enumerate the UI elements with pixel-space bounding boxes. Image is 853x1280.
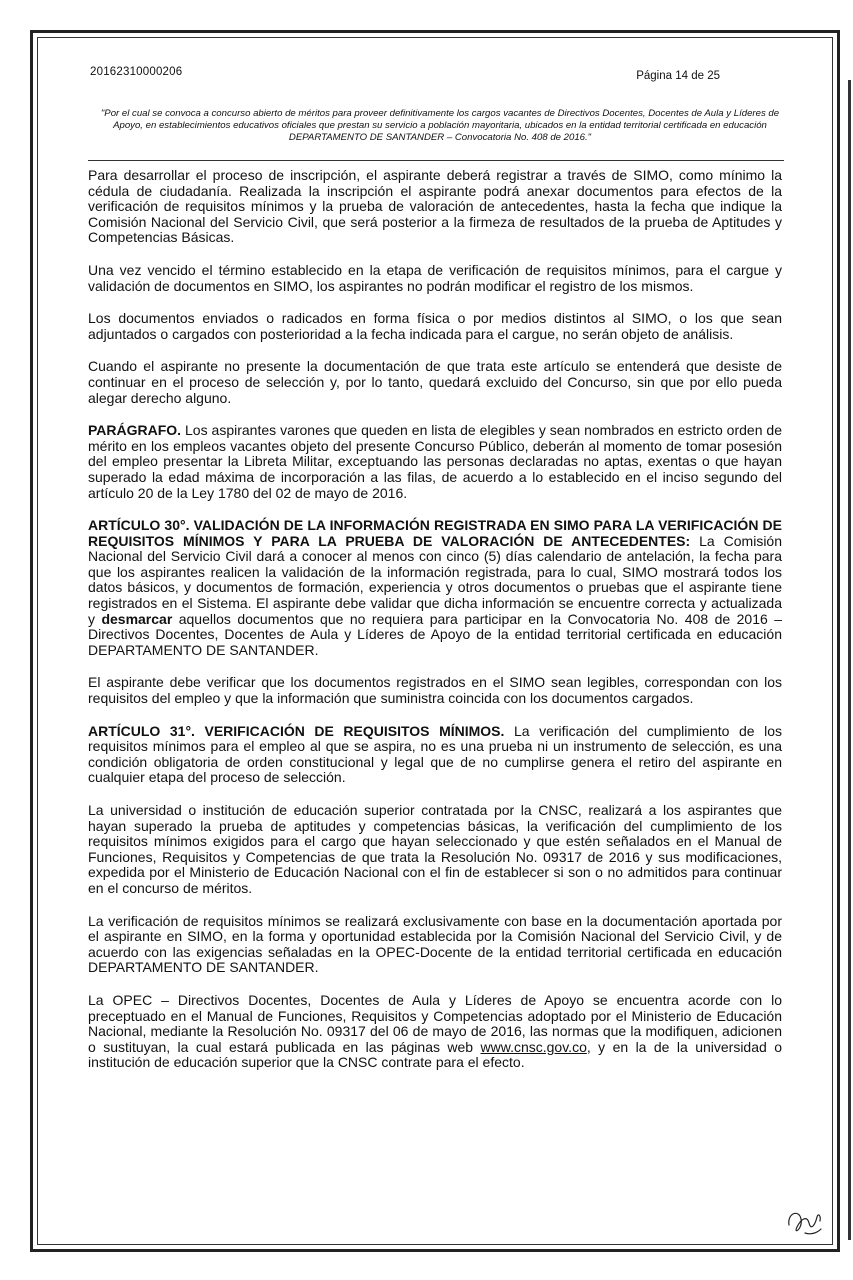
signature-initials-icon [785, 1205, 825, 1239]
article-31-heading: ARTÍCULO 31°. VERIFICACIÓN DE REQUISITOS MÍNIMOS. [88, 722, 505, 739]
paragraph: Para desarrollar el proceso de inscripción, el aspirante deberá registrar a través de SIMO, como mínimo la cédula de ciudadanía. Realizada la inscripción el aspirante podrá anexar documentos para efectos de la verificación de requisitos mínimos y la prueba de valoración de antecedentes, hasta la fecha que indique la Comisión Nacional del Servicio Civil, que será posterior a la firmeza de resultados de la prueba de Aptitudes y Competencias Básicas. [88, 167, 782, 246]
page-number: Página 14 de 25 [636, 70, 720, 82]
header-divider [88, 160, 784, 161]
paragrafo-text: Los aspirantes varones que queden en lista de elegibles y sean nombrados en estricto orden de mérito en los empleos vacantes objeto del presente Concurso Público, deberán al momento de tomar posesión del empleo presentar la Libreta Militar, exceptuando las personas declaradas no aptas, exentas o que hayan superado la edad máxima de incorporación a las filas, de acuerdo a lo establecido en el inciso segundo del artículo 20 de la Ley 1780 del 02 de mayo de 2016. [88, 422, 782, 501]
article-30-heading: ARTÍCULO 30°. VALIDACIÓN DE LA INFORMACIÓN REGISTRADA EN SIMO PARA LA VERIFICACIÓN DE REQUISITOS MÍNIMOS Y PARA LA PRUEBA DE VALORACIÓN DE ANTECEDENTES: [88, 517, 782, 549]
paragraph: Los documentos enviados o radicados en forma física o por medios distintos al SIMO, o los que sean adjuntados o cargados con posterioridad a la fecha indicada para el cargue, no serán objeto de análisis. [88, 310, 782, 342]
paragraph: Una vez vencido el término establecido en la etapa de verificación de requisitos mínimos, para el cargue y validación de documentos en SIMO, los aspirantes no podrán modificar el registro de los mismos. [88, 261, 782, 294]
paragrafo-paragraph [88, 423, 782, 501]
article-30 [88, 518, 782, 658]
article-30-text-continued: aquellos documentos que no requiera para participar en la Convocatoria No. 408 de 2016 – Directivos Docentes, Docentes de Aula y Líderes de Apoyo de la entidad territorial certificada en educación DEPARTAMENTO DE SANTANDER. [88, 610, 782, 658]
paragraph: Cuando el aspirante no presente la documentación de que trata este artículo se entenderá que desiste de continuar en el proceso de selección y, por lo tanto, quedará excluido del Concurso, sin que por ello pueda alegar derecho alguno. [88, 358, 782, 406]
page-header [90, 64, 720, 84]
article-31 [88, 724, 782, 786]
paragraph [88, 993, 782, 1071]
cnsc-website-link[interactable]: www.cnsc.gov.co [480, 1038, 587, 1055]
document-number: 20162310000206 [90, 66, 183, 78]
paragrafo-label: PARÁGRAFO. [88, 422, 182, 439]
article-31-text: La verificación del cumplimiento de los requisitos mínimos para el empleo al que se aspira, no es una prueba ni un instrumento de selección, es una condición obligatoria de orden constitucional y legal que de no cumplirse genera el retiro del aspirante en cualquier etapa del proceso de selección. [88, 722, 782, 786]
paragraph: La verificación de requisitos mínimos se realizará exclusivamente con base en la documentación aportada por el aspirante en SIMO, en la forma y oportunidad establecida por la Comisión Nacional del Servicio Civil, y de acuerdo con las exigencias señaladas en la OPEC-Docente de la entidad territorial certificada en educación DEPARTAMENTO DE SANTANDER. [88, 912, 782, 976]
article-30-text: La Comisión Nacional del Servicio Civil dará a conocer al menos con cinco (5) días calendario de antelación, la fecha para que los aspirantes realicen la validación de la información registrada, para lo cual, SIMO mostrará todos los datos básicos, y documentos de formación, experiencia y otros documentos o pruebas que el aspirante tiene registrados en el Sistema. El aspirante debe validar que dicha información se encuentre correcta y actualizada y [88, 532, 783, 627]
paragraph: El aspirante debe verificar que los documentos registrados en el SIMO sean legibles, correspondan con los requisitos del empleo y que la información que suministra coincida con los documentos cargados. [88, 674, 782, 707]
document-body [88, 168, 782, 1088]
paragraph-text-continued: , y en la de la universidad o institución de educación superior que la CNSC contrate para el efecto. [88, 1038, 782, 1071]
right-margin-rule [848, 80, 851, 1240]
paragraph: La universidad o institución de educación superior contratada por la CNSC, realizará a los aspirantes que hayan superado la prueba de aptitudes y competencias básicas, la verificación del cumplimiento de los requisitos mínimos exigidos para el cargo que hayan seleccionado y que estén señalados en el Manual de Funciones, Requisitos y Competencias de que trata la Resolución No. 09317 de 2016 y sus modificaciones, expedida por el Ministerio de Educación Nacional con el fin de establecer si son o no admitidos para continuar en el concurso de méritos. [88, 802, 782, 896]
paragraph-text: La OPEC – Directivos Docentes, Docentes de Aula y Líderes de Apoyo se encuentra acorde con lo preceptuado en el Manual de Funciones, Requisitos y Competencias adoptado por el Ministerio de Educación Nacional, mediante la Resolución No. 09317 del 06 de mayo de 2016, las normas que la modifiquen, adicionen o sustituyan, la cual estará publicada en las páginas web [88, 991, 782, 1055]
resolution-title: "Por el cual se convoca a concurso abierto de méritos para proveer definitivamente los cargos vacantes de Directivos Docentes, Docentes de Aula y Líderes de Apoyo, en establecimientos educativos oficiales que prestan su servicio a población mayoritaria, ubicados en la entidad territorial certificada en educación DEPARTAMENTO DE SANTANDER – Convocatoria No. 408 de 2016." [100, 108, 780, 143]
article-30-emphasis: desmarcar [101, 610, 173, 627]
